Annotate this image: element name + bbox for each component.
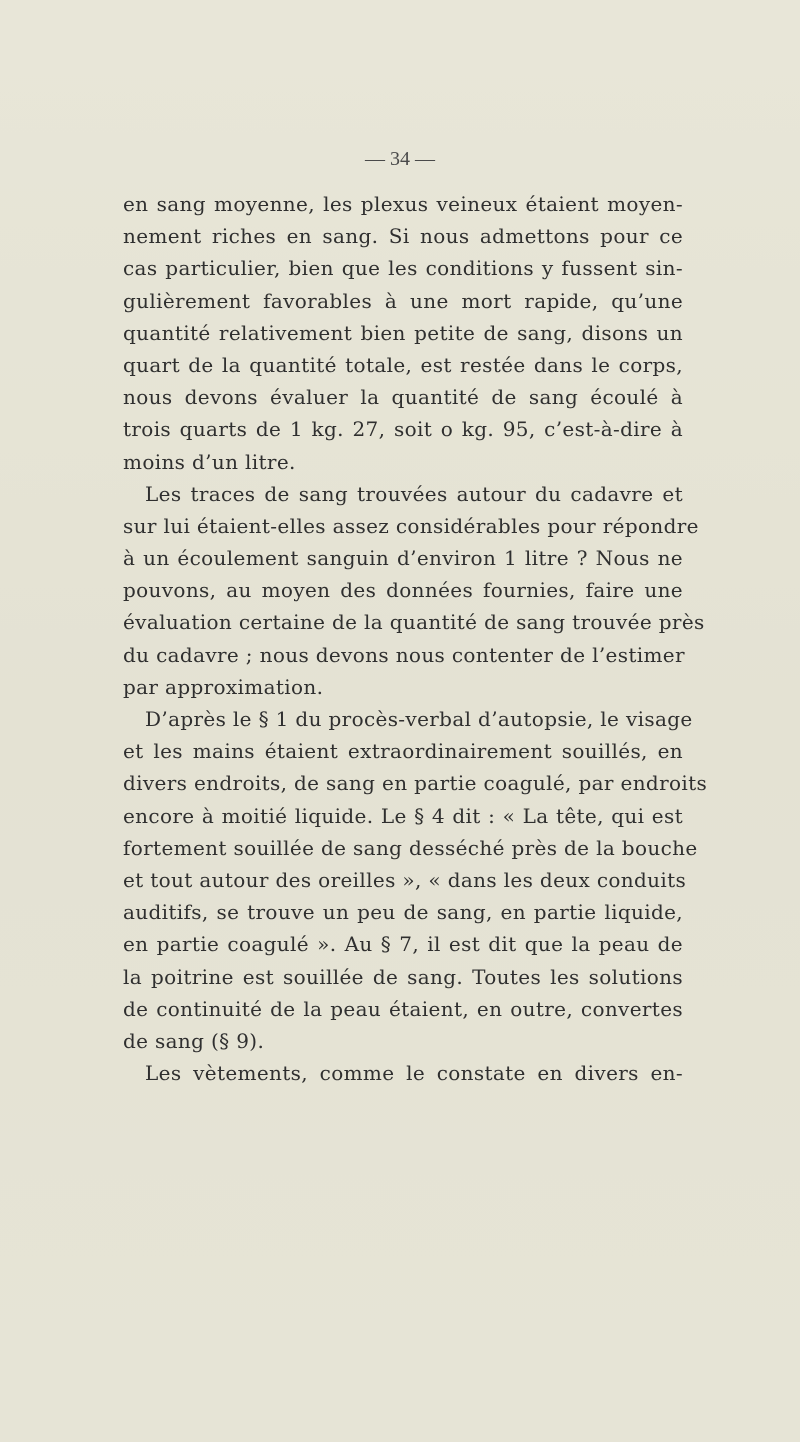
text-line: et tout autour des oreilles », « dans les deux conduits [123, 867, 687, 892]
text-line: encore à moitié liquide. Le § 4 dit : « La tête, qui est [123, 803, 683, 828]
text-line: de sang (§ 9). [123, 1028, 265, 1053]
text-line: fortement souillée de sang desséché près de la bouche [123, 835, 698, 860]
text-line: pouvons, au moyen des données fournies, faire une [123, 578, 683, 603]
text-line: en sang moyenne, les plexus veineux étaient moyen- [123, 192, 683, 216]
text-line: D’après le § 1 du procès-verbal d’autopsie, le visage [145, 707, 693, 731]
text-line: quart de la quantité totale, est restée dans le corps, [123, 352, 683, 377]
text-line: la poitrine est souillée de sang. Toutes les solutions [123, 964, 683, 989]
text-line: de continuité de la peau étaient, en outre, convertes [123, 996, 683, 1021]
text-line: sur lui étaient-elles assez considérables pour répondre [123, 513, 699, 538]
text-line: quantité relativement bien petite de sang, disons un [123, 320, 683, 345]
text-line: auditifs, se trouve un peu de sang, en partie liquide, [123, 900, 683, 925]
text-line: divers endroits, de sang en partie coagulé, par endroits [123, 771, 708, 796]
text-line: nement riches en sang. Si nous admettons pour ce [123, 224, 683, 249]
text-line: évaluation certaine de la quantité de sang trouvée près [123, 610, 705, 635]
page-number: — 34 — [365, 148, 435, 170]
text-line: nous devons évaluer la quantité de sang écoulé à [123, 385, 683, 410]
text-line: en partie coagulé ». Au § 7, il est dit que la peau de [123, 932, 683, 957]
text-line: trois quarts de 1 kg. 27, soit o kg. 95, c’est-à-dire à [123, 417, 683, 442]
text-line: moins d’un litre. [123, 449, 296, 474]
text-line: cas particulier, bien que les conditions y fussent sin- [123, 256, 683, 281]
text-line: à un écoulement sanguin d’environ 1 litre ? Nous ne [123, 546, 683, 571]
text-line: gulièrement favorables à une mort rapide, qu’une [123, 288, 683, 313]
text-line: du cadavre ; nous devons nous contenter de l’estimer [123, 642, 685, 667]
text-line: Les traces de sang trouvées autour du cadavre et [145, 481, 683, 506]
text-line: Les vètements, comme le constate en divers en- [145, 1061, 683, 1086]
body-text [123, 188, 708, 1089]
text-line: et les mains étaient extraordinairement souillés, en [123, 739, 683, 764]
text-line: par approximation. [123, 674, 324, 699]
